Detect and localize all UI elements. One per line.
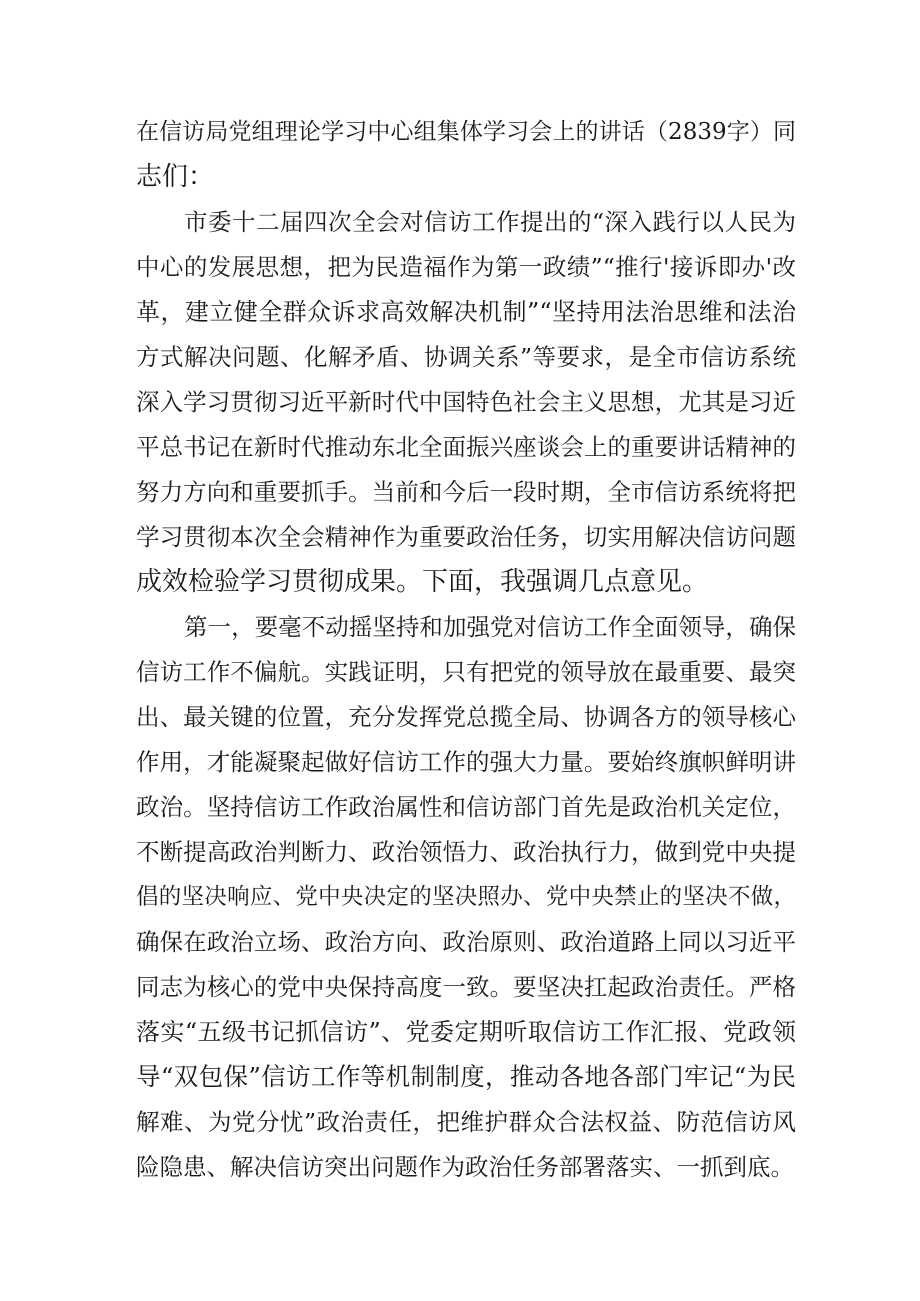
title-line: 在信访局党组理论学习中心组集体学习会上的讲话（2839字）同 [136,119,796,145]
paragraph-1-line: 平总书记在新时代推动东北全面振兴座谈会上的重要讲话精神的 [136,433,796,461]
paragraph-2-line: 出、最关键的位置，充分发挥党总揽全局、协调各方的领导核心 [136,703,796,731]
paragraph-2-line: 导“双包保”信访工作等机制制度，推动各地各部门牢记“为民 [136,1062,796,1091]
paragraph-1-line: 中心的发展思想，把为民造福作为第一政绩”“推行'接诉即办'改 [136,253,796,281]
paragraph-2-line: 险隐患、解决信访突出问题作为政治任务部署落实、一抓到底。 [136,1153,794,1181]
paragraph-2-line: 倡的坚决响应、党中央决定的坚决照办、党中央禁止的坚决不做， [136,884,796,910]
paragraph-1-line: 深入学习贯彻习近平新时代中国特色社会主义思想，尤其是习近 [136,388,796,416]
paragraph-1-line: 努力方向和重要抓手。当前和今后一段时期，全市信访系统将把 [136,478,796,506]
paragraph-1-line: 方式解决问题、化解矛盾、协调关系”等要求，是全市信访系统 [136,343,796,371]
paragraph-1-line: 革，建立健全群众诉求高效解决机制”“坚持用法治思维和法治 [136,298,796,326]
paragraph-2-line: 不断提高政治判断力、政治领悟力、政治执行力，做到党中央提 [136,838,796,866]
paragraph-1-line: 学习贯彻本次全会精神作为重要政治任务，切实用解决信访问题 [136,523,796,551]
paragraph-1-line: 市委十二届四次全会对信访工作提出的“深入践行以人民为 [184,208,796,236]
paragraph-2-line: 同志为核心的党中央保持高度一致。要坚决扛起政治责任。严格 [136,973,796,1001]
paragraph-2-line: 第一，要毫不动摇坚持和加强党对信访工作全面领导，确保 [184,613,796,641]
paragraph-2-line: 确保在政治立场、政治方向、政治原则、政治道路上同以习近平 [136,928,796,956]
paragraph-1-line: 成效检验学习贯彻成果。下面，我强调几点意见。 [136,567,709,597]
paragraph-2-line: 政治。坚持信访工作政治属性和信访部门首先是政治机关定位， [136,793,796,821]
salutation-line: 志们： [136,162,215,192]
paragraph-2-line: 作用，才能凝聚起做好信访工作的强大力量。要始终旗帜鲜明讲 [136,748,796,776]
paragraph-2-line: 落实“五级书记抓信访”、党委定期听取信访工作汇报、党政领 [136,1018,796,1046]
paragraph-2-line: 解难、为党分忧”政治责任，把维护群众合法权益、防范信访风 [136,1108,796,1136]
paragraph-2-line: 信访工作不偏航。实践证明，只有把党的领导放在最重要、最突 [136,658,796,686]
